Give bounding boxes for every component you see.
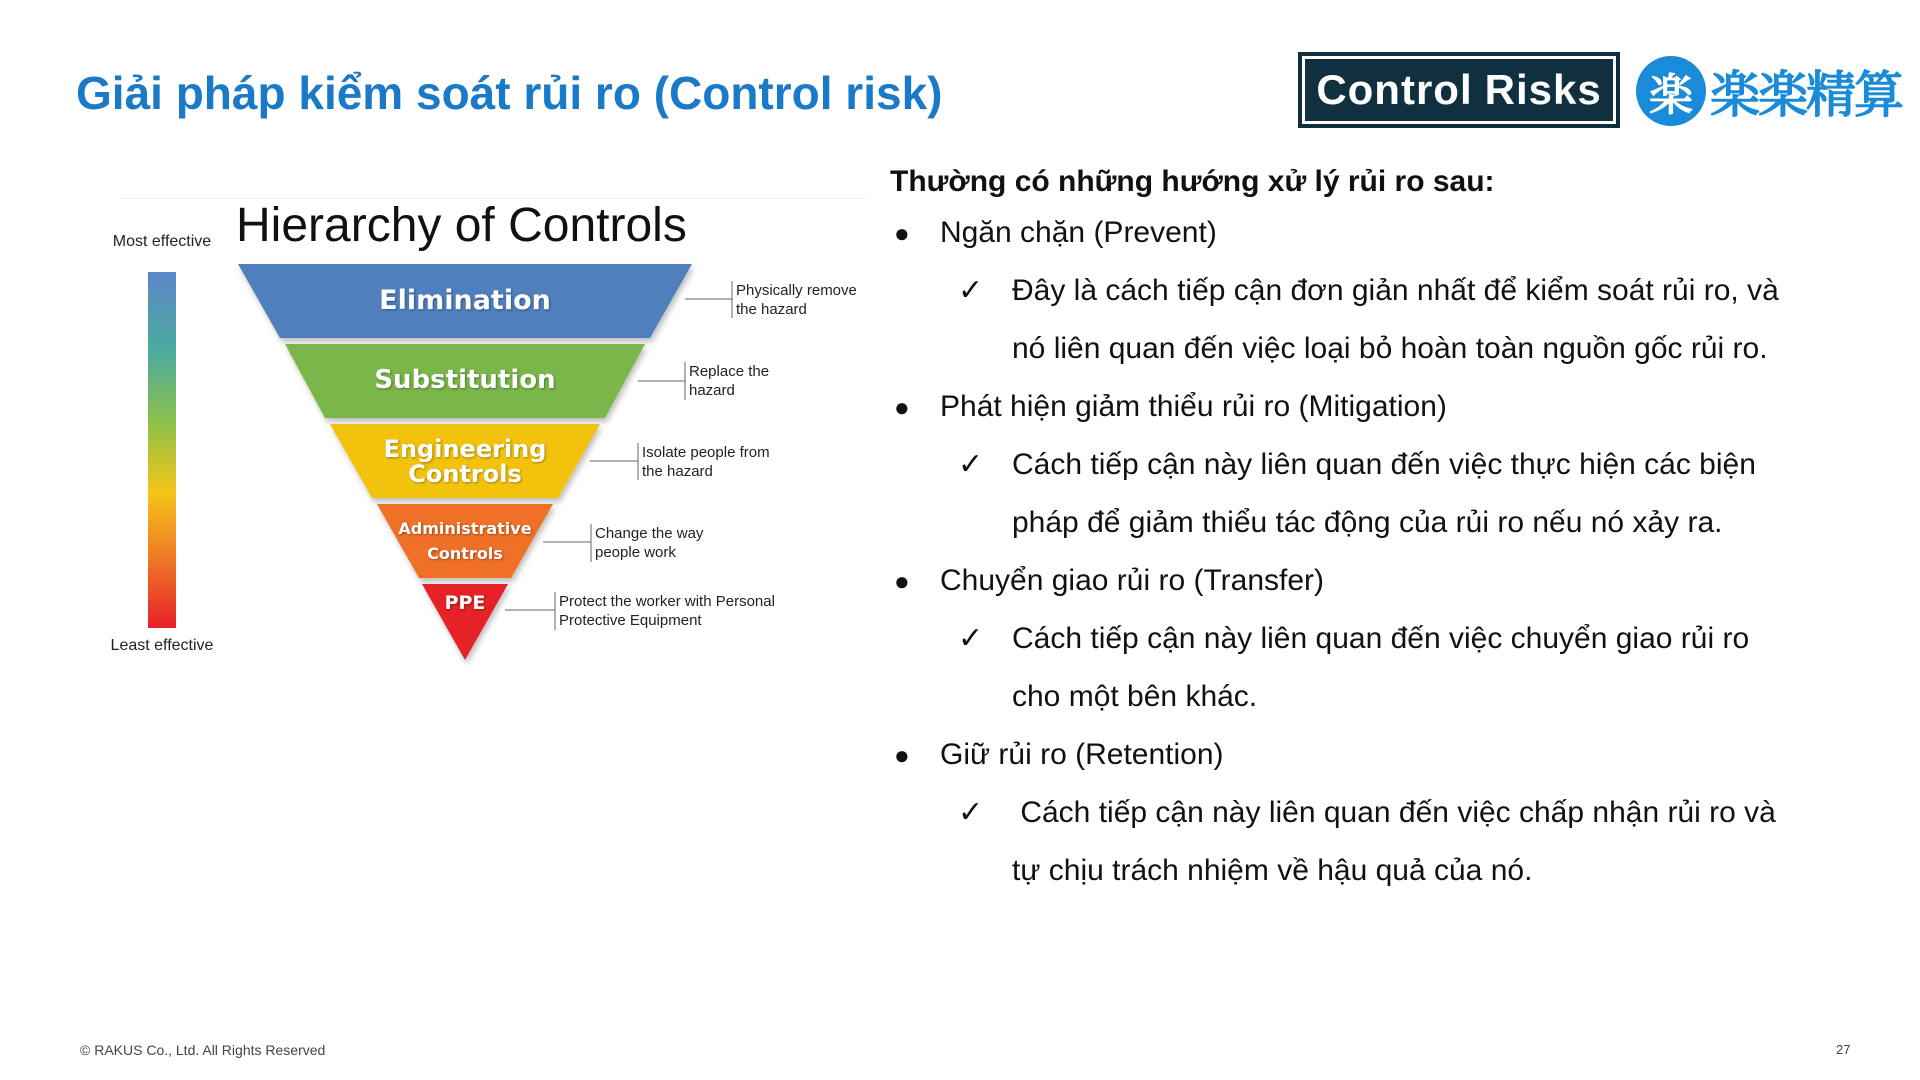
footer-copyright: © RAKUS Co., Ltd. All Rights Reserved [80,1042,326,1058]
list-item [890,726,1870,784]
item-detail-line2: pháp để giảm thiểu tác động của rủi ro nếu nó xảy ra. [1012,506,1723,539]
item-heading: Ngăn chặn (Prevent) [940,216,1217,249]
item-detail-line1: Cách tiếp cận này liên quan đến việc chấp nhận rủi ro và [1012,796,1776,829]
tier-desc-administrative: Change the way people work [595,525,704,561]
item-detail-line2: tự chịu trách nhiệm về hậu quả của nó. [1012,854,1533,887]
tier-desc-elimination: Physically remove the hazard [736,282,857,318]
page-number: 27 [1836,1042,1851,1057]
scale-top-label: Most effective [112,233,212,250]
tier-label-engineering: Engineering Controls [383,435,547,488]
tier-label-administrative: Administrative Controls [398,519,532,563]
item-heading: Giữ rủi ro (Retention) [940,738,1224,771]
checkmark-icon: ✓ [958,622,984,655]
bullet-icon: ● [894,566,910,596]
item-detail-line1: Cách tiếp cận này liên quan đến việc thực hiện các biện [1012,448,1756,481]
item-detail-line1: Đây là cách tiếp cận đơn giản nhất để kiểm soát rủi ro, và [1012,274,1779,307]
checkmark-icon: ✓ [958,448,984,481]
tier-label-ppe: PPE [444,592,486,614]
item-detail-line2: nó liên quan đến việc loại bỏ hoàn toàn nguồn gốc rủi ro. [1012,332,1768,365]
item-heading: Phát hiện giảm thiểu rủi ro (Mitigation) [940,390,1447,423]
risk-approaches-content [890,160,1870,900]
tier-desc-ppe: Protect the worker with Personal Protective Equipment [559,593,775,629]
bullet-icon: ● [894,218,910,248]
logo-word-control: Control [1316,66,1473,113]
checkmark-icon: ✓ [958,796,984,829]
list-item-detail [890,784,1870,842]
slide-title: Giải pháp kiểm soát rủi ro (Control risk) [76,67,943,119]
list-item [890,204,1870,262]
hierarchy-title: Hierarchy of Controls [236,199,687,252]
list-item-detail [890,436,1870,494]
rakus-logo-mark: 楽 [1636,56,1706,126]
item-detail-line2: cho một bên khác. [1012,680,1258,713]
list-item [890,378,1870,436]
list-item-detail [890,610,1870,668]
tier-desc-engineering: Isolate people from the hazard [642,444,770,480]
bullet-icon: ● [894,392,910,422]
tier-label-elimination: Elimination [379,285,551,316]
checkmark-icon: ✓ [958,274,984,307]
bullet-icon: ● [894,740,910,770]
list-item-detail [890,262,1870,320]
item-heading: Chuyển giao rủi ro (Transfer) [940,564,1325,597]
content-intro: Thường có những hướng xử lý rủi ro sau: [890,165,1495,198]
tier-desc-substitution: Replace the hazard [689,363,770,399]
item-detail-line1: Cách tiếp cận này liên quan đến việc chuyển giao rủi ro [1012,622,1750,655]
list-item [890,552,1870,610]
tier-label-substitution: Substitution [374,365,556,395]
logo-word-risks: Risks [1484,66,1602,113]
scale-bottom-label: Least effective [110,637,214,654]
rakus-logo-text: 楽楽精算 [1710,67,1902,123]
